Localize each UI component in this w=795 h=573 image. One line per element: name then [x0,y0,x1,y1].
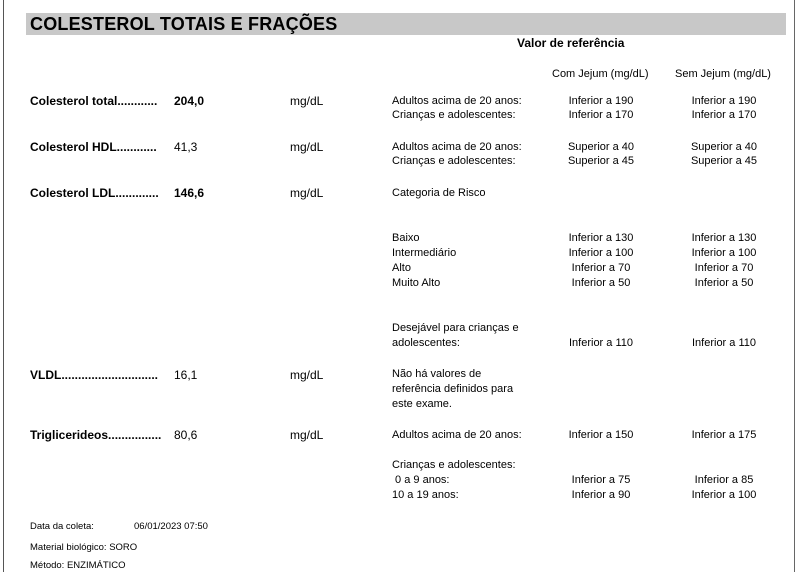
trig-value: 80,6 [174,428,198,442]
total-ref-sem: Inferior a 170 [691,109,757,121]
ldl-risk-com: Inferior a 100 [568,247,634,259]
report-title: COLESTEROL TOTAIS E FRAÇÕES [30,14,338,34]
vldl-value: 16,1 [174,368,198,382]
total-value: 204,0 [174,94,205,108]
ldl-children-label-2: adolescentes: [392,337,460,349]
ldl-risk-sem: Inferior a 130 [691,232,757,244]
ldl-risk-label: Intermediário [392,247,457,259]
vldl-note: referência definidos para [392,383,514,395]
ldl-name: Colesterol LDL............. [30,186,159,200]
title-bar [26,13,786,35]
trig-age-com: Inferior a 90 [571,489,631,501]
ldl-risk-com: Inferior a 50 [571,277,631,289]
hdl-unit: mg/dL [290,140,324,154]
ldl-children-label: Desejável para crianças e [392,322,519,334]
vldl-note: Não há valores de [392,368,482,380]
collection-date-value: 06/01/2023 07:50 [134,521,208,532]
trig-age-label: 10 a 19 anos: [392,489,459,501]
ldl-risk-com: Inferior a 130 [568,232,634,244]
trig-age-sem: Inferior a 100 [691,489,757,501]
trig-name: Triglicerideos................ [30,428,162,442]
ldl-risk-sem: Inferior a 50 [694,277,754,289]
reference-header: Valor de referência [517,36,625,50]
hdl-value: 41,3 [174,140,198,154]
hdl-ref-label: Adultos acima de 20 anos: [392,141,522,153]
hdl-name: Colesterol HDL............ [30,140,157,154]
vldl-name: VLDL............................. [30,368,159,382]
total-ref-sem: Inferior a 190 [691,95,757,107]
hdl-ref-com: Superior a 45 [567,155,635,167]
vldl-note: este exame. [392,398,452,410]
trig-children-label: Crianças e adolescentes: [392,459,516,471]
total-unit: mg/dL [290,94,324,108]
hdl-ref-sem: Superior a 45 [690,155,758,167]
collection-date-label: Data da coleta: [30,521,94,532]
hdl-ref-com: Superior a 40 [567,141,635,153]
trig-age-label: 0 a 9 anos: [392,474,450,486]
ldl-category-label: Categoria de Risco [392,187,486,199]
ldl-risk-label: Muito Alto [392,277,441,289]
trig-age-sem: Inferior a 85 [694,474,754,486]
hdl-ref-sem: Superior a 40 [690,141,758,153]
vldl-unit: mg/dL [290,368,324,382]
total-ref-com: Inferior a 170 [568,109,634,121]
total-ref-label: Crianças e adolescentes: [392,109,516,121]
biological-material: Material biológico: SORO [30,542,138,553]
total-ref-label: Adultos acima de 20 anos: [392,95,522,107]
column-sem-jejum: Sem Jejum (mg/dL) [675,68,771,80]
column-com-jejum: Com Jejum (mg/dL) [552,68,649,80]
ldl-risk-sem: Inferior a 70 [694,262,754,274]
ldl-value: 146,6 [174,186,205,200]
ldl-risk-sem: Inferior a 100 [691,247,757,259]
trig-adult-label: Adultos acima de 20 anos: [392,429,522,441]
trig-adult-sem: Inferior a 175 [691,429,757,441]
ldl-unit: mg/dL [290,186,324,200]
ldl-risk-com: Inferior a 70 [571,262,631,274]
hdl-ref-label: Crianças e adolescentes: [392,155,516,167]
method: Método: ENZIMÁTICO [30,560,126,571]
ldl-children-com: Inferior a 110 [568,337,633,349]
trig-adult-com: Inferior a 150 [568,429,634,441]
total-ref-com: Inferior a 190 [568,95,634,107]
ldl-children-sem: Inferior a 110 [691,337,756,349]
ldl-risk-label: Baixo [392,232,420,244]
trig-age-com: Inferior a 75 [571,474,631,486]
trig-unit: mg/dL [290,428,324,442]
ldl-risk-label: Alto [392,262,411,274]
total-name: Colesterol total............ [30,94,158,108]
